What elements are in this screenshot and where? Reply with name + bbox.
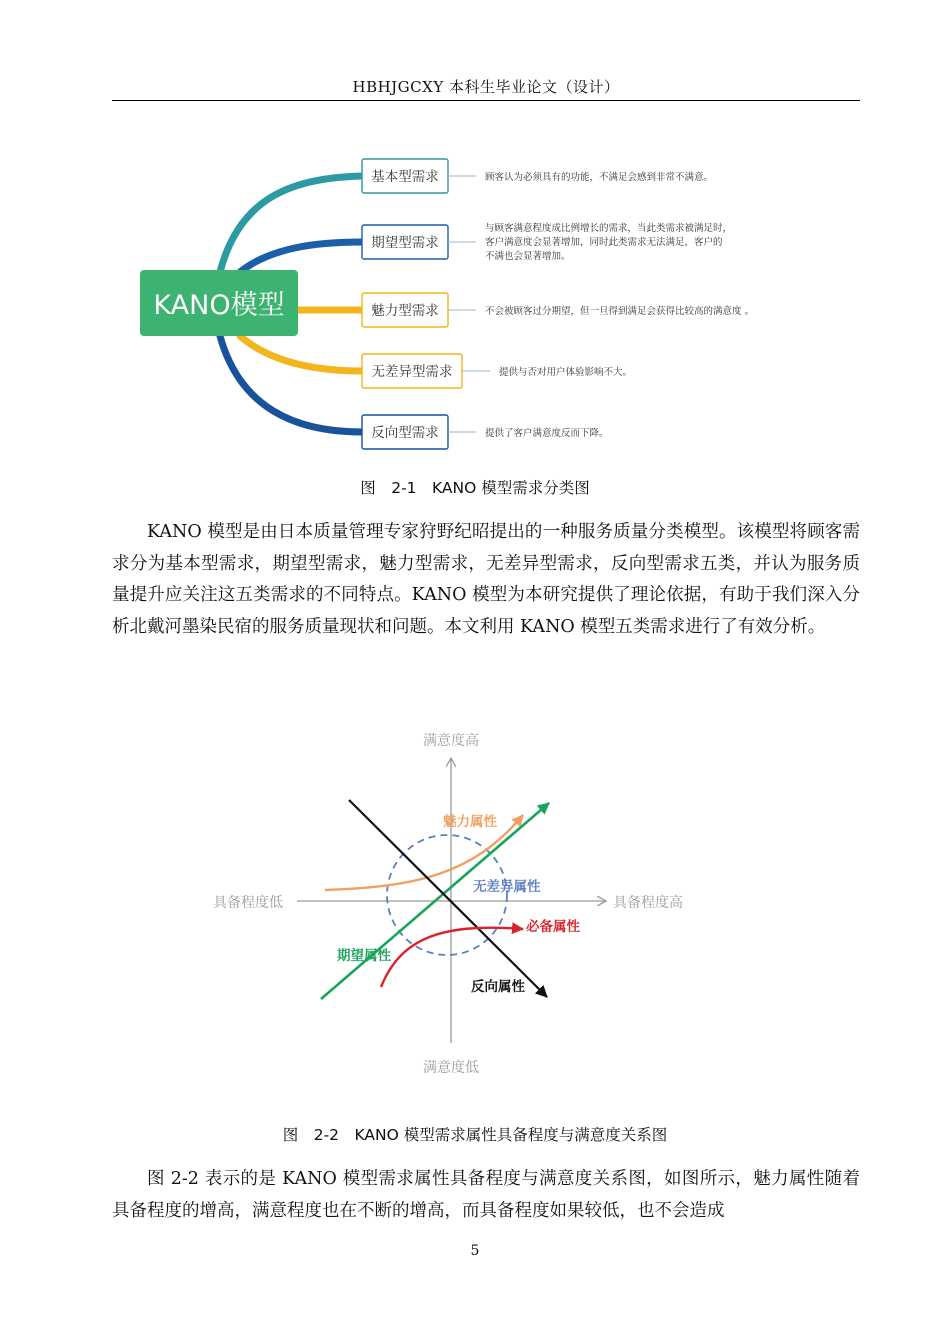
figure-1-caption: 图 2-1 KANO 模型需求分类图 [360,479,590,497]
branch-node-indifferent [362,354,632,388]
label-one-dimensional: 期望属性 [337,948,391,964]
label-indifferent: 无差异属性 [473,879,541,895]
body-paragraph-2: 图 2-2 表示的是 KANO 模型需求属性具备程度与满意度关系图，如图所示，魅力属性随着具备程度的增高，满意程度也在不断的增高，而具备程度如果较低，也不会造成 [112,1169,860,1221]
axis-label-top: 满意度高 [423,733,479,749]
kano-mindmap-figure [130,150,810,450]
svg-text:无差异型需求: 无差异型需求 [371,364,453,380]
svg-text:提供了客户满意度反而下降。: 提供了客户满意度反而下降。 [485,428,609,439]
svg-text:提供与否对用户体验影响不大。: 提供与否对用户体验影响不大。 [499,367,633,378]
svg-text:不会被顾客过分期望，但一旦得到满足会获得比较高的满意度 。: 不会被顾客过分期望，但一旦得到满足会获得比较高的满意度 。 [485,306,755,317]
branch-node-reverse [362,415,609,449]
svg-text:基本型需求: 基本型需求 [371,169,439,185]
svg-text:不满也会显著增加。: 不满也会显著增加。 [485,251,571,262]
axis-label-left: 具备程度低 [213,895,283,911]
axis-label-right: 具备程度高 [613,895,683,911]
branch-node-attractive [362,293,754,327]
label-reverse: 反向属性 [471,979,525,995]
branch-line-reverse [220,336,362,432]
body-paragraph-1: KANO 模型是由日本质量管理专家狩野纪昭提出的一种服务质量分类模型。该模型将顾客需求分为基本型需求，期望型需求，魅力型需求，无差异型需求，反向型需求五类，并认为服务质量提升应关注这五类需求的不同特点。KANO 模型为本研究提供了理论依据，有助于我们深入分析北戴河墨染民宿的服务质量现状和问题。本文利用 KANO 模型五类需求进行了有效分析。 [112,522,860,637]
svg-text:顾客认为必须具有的功能，不满足会感到非常不满意。: 顾客认为必须具有的功能，不满足会感到非常不满意。 [485,172,714,183]
svg-text:魅力型需求: 魅力型需求 [371,303,439,319]
svg-text:客户满意度会显著增加，同时此类需求无法满足，客户的: 客户满意度会显著增加，同时此类需求无法满足，客户的 [485,237,723,248]
label-must-be: 必备属性 [526,919,580,935]
svg-text:与顾客满意程度成比例增长的需求，当此类需求被满足时，: 与顾客满意程度成比例增长的需求，当此类需求被满足时， [485,223,733,234]
header-rule [112,100,860,101]
branch-line-indifferent [240,336,362,371]
page-number: 5 [470,1243,480,1259]
branch-node-basic [362,159,713,193]
axis-label-bottom: 满意度低 [423,1060,479,1076]
branch-node-expected [362,222,732,262]
branch-line-expected [240,242,362,272]
page-header: HBHJGCXY 本科生毕业论文（设计） [352,78,620,96]
figure-2-caption: 图 2-2 KANO 模型需求属性具备程度与满意度关系图 [282,1126,668,1144]
label-attractive: 魅力属性 [443,814,497,830]
svg-text:反向型需求: 反向型需求 [371,425,439,441]
svg-text:期望型需求: 期望型需求 [371,235,439,251]
kano-center-label: KANO模型 [153,290,285,321]
branch-line-basic [220,176,362,272]
kano-attribute-figure [205,725,705,1085]
